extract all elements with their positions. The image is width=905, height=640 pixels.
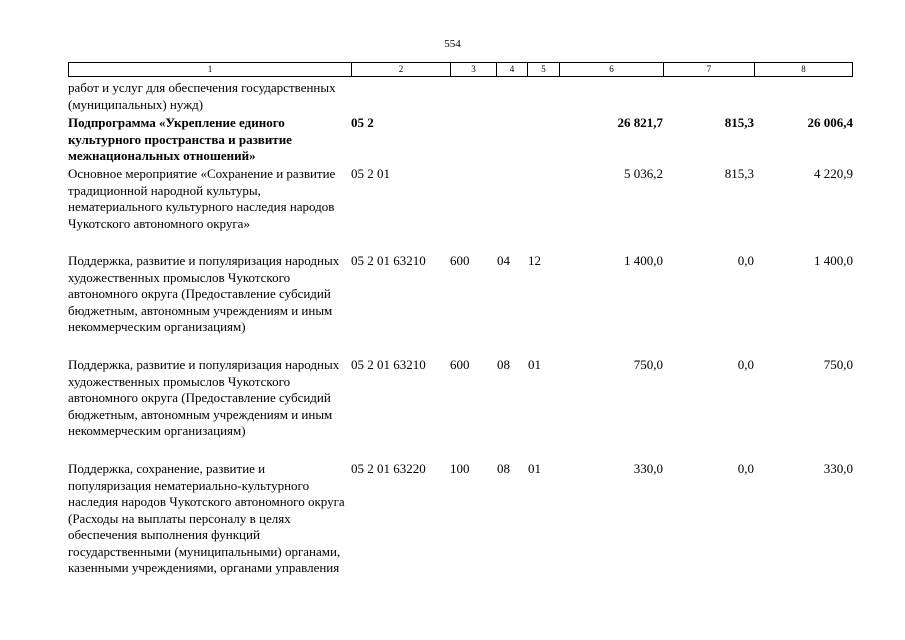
- row-subsection: 12: [528, 253, 541, 268]
- header-cell-3: 3: [451, 63, 497, 76]
- row-code: 05 2: [351, 115, 374, 130]
- row-amount-total: 1 400,0: [624, 253, 663, 268]
- row-code: 05 2 01 63210: [351, 357, 426, 372]
- row-amount-col8: 4 220,9: [814, 166, 853, 181]
- row-description: Основное мероприятие «Сохранение и развитие традиционной народной культуры, нематериального культурного наследия народов Чукотского автономного округа»: [68, 166, 336, 231]
- row-amount-total: 5 036,2: [624, 166, 663, 181]
- row-description: Поддержка, развитие и популяризация народных художественных промыслов Чукотского автономного округа (Предоставление субсидий бюджетным, автономным учреждениям и иным некоммерческим организациям): [68, 357, 340, 438]
- page-number: 554: [444, 38, 461, 50]
- row-amount-col7: 815,3: [724, 166, 754, 181]
- row-subsection: 01: [528, 357, 541, 372]
- table-header: [68, 62, 853, 77]
- row-description: Поддержка, сохранение, развитие и популяризация нематериально-культурного наследия народов Чукотского автономного округа (Расходы на выплаты персоналу в целях обеспечения выполнения функций государственными (муниципальными) органами, казенными учреждениями, органами управления: [68, 461, 345, 575]
- row-amount-total: 330,0: [633, 461, 663, 476]
- row-section: 08: [497, 357, 510, 372]
- row-description: работ и услуг для обеспечения государственных (муниципальных) нужд): [68, 80, 336, 112]
- row-amount-total: 750,0: [633, 357, 663, 372]
- row-code: 05 2 01 63220: [351, 461, 426, 476]
- row-amount-col8: 330,0: [823, 461, 853, 476]
- header-cell-4: 4: [497, 63, 528, 76]
- row-subsection: 01: [528, 461, 541, 476]
- row-amount-col8: 26 006,4: [807, 115, 853, 130]
- row-description: Подпрограмма «Укрепление единого культурного пространства и развитие межнациональных отношений»: [68, 115, 292, 163]
- row-section: 04: [497, 253, 510, 268]
- row-amount-col8: 750,0: [823, 357, 853, 372]
- row-expense-type: 100: [450, 461, 470, 476]
- header-cell-8: 8: [801, 64, 806, 74]
- row-amount-col7: 815,3: [724, 115, 754, 130]
- header-cell-5: 5: [528, 63, 560, 76]
- header-cell-6: 6: [560, 63, 664, 76]
- row-description: Поддержка, развитие и популяризация народных художественных промыслов Чукотского автономного округа (Предоставление субсидий бюджетным, автономным учреждениям и иным некоммерческим организациям): [68, 253, 340, 334]
- row-amount-col7: 0,0: [737, 357, 754, 372]
- row-code: 05 2 01 63210: [351, 253, 426, 268]
- header-cell-2: 2: [352, 63, 451, 76]
- row-amount-total: 26 821,7: [617, 115, 663, 130]
- row-amount-col7: 0,0: [737, 253, 754, 268]
- row-amount-col7: 0,0: [737, 461, 754, 476]
- header-cell-1: 1: [69, 63, 352, 76]
- header-cell-7: 7: [664, 63, 755, 76]
- row-expense-type: 600: [450, 357, 470, 372]
- row-expense-type: 600: [450, 253, 470, 268]
- row-code: 05 2 01: [351, 166, 390, 181]
- row-section: 08: [497, 461, 510, 476]
- row-amount-col8: 1 400,0: [814, 253, 853, 268]
